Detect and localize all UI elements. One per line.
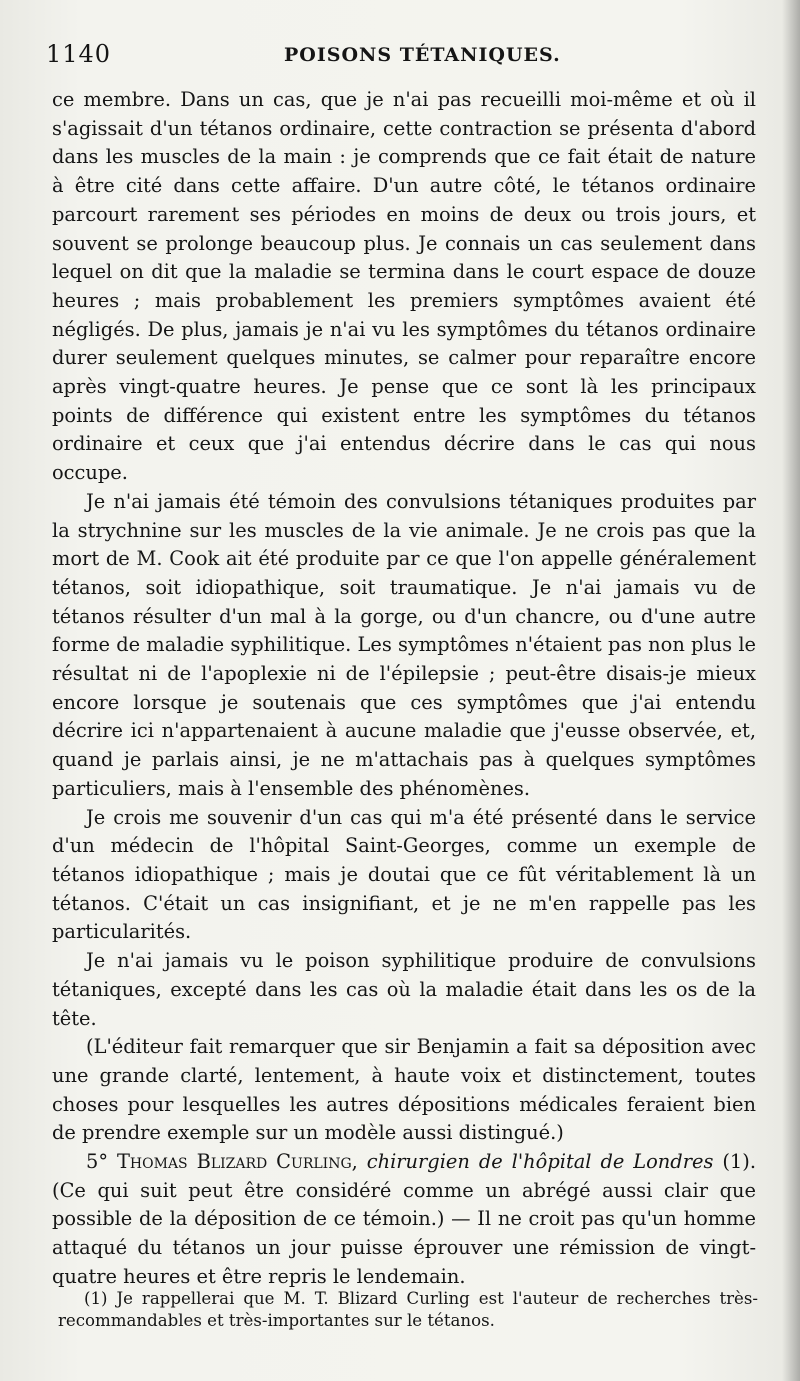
witness-number: 5° (86, 1150, 109, 1174)
page-header (46, 40, 756, 74)
paragraph-2: Je n'ai jamais été témoin des convulsions tétaniques produites par la strychnine sur les muscles de la vie animale. Je ne crois pas que la mort de M. Cook ait été produite par ce que l'on appelle généralement tétanos, soit idiopathique, soit traumatique. Je n'ai jamais vu de tétanos résulter d'un mal à la gorge, ou d'un chancre, ou d'une autre forme de maladie syphilitique. Les symptômes n'étaient pas non plus le résultat ni de l'apoplexie ni de l'épilepsie ; peut-être disais-je mieux encore lorsque je soutenais que ces symptômes que j'ai entendu décrire ici n'appartenaient à aucune maladie que j'eusse observée, et, quand je parlais ainsi, je ne m'attachais pas à quelques symptômes particuliers, mais à l'ensemble des phénomènes. (52, 489, 756, 800)
page-number: 1140 (46, 40, 112, 68)
body-text (52, 86, 756, 1292)
footnote-text: (1) Je rappellerai que M. T. Blizard Curling est l'auteur de recherches très-recommandables et très-importantes sur le tétanos. (58, 1289, 758, 1330)
witness-text: (Ce qui suit peut être considéré comme un abrégé aussi clair que possible de la déposition de ce témoin.) — Il ne croit pas qu'un homme attaqué du tétanos un jour puisse éprouver une rémission de vingt-quatre heures et être repris le lendemain. (52, 1178, 756, 1288)
paragraph-4: Je n'ai jamais vu le poison syphilitique produire de convulsions tétaniques, excepté dans les cas où la maladie était dans les os de la tête. (52, 949, 756, 1030)
footnote-reference: (1). (722, 1150, 756, 1174)
paragraph-3: Je crois me souvenir d'un cas qui m'a été présenté dans le service d'un médecin de l'hôpital Saint-Georges, comme un exemple de tétanos idiopathique ; mais je doutai que ce fût véritablement là un tétanos. C'était un cas insignifiant, et je ne m'en rappelle pas les particularités. (52, 805, 756, 944)
running-head: POISONS TÉTANIQUES. (284, 44, 561, 66)
page-edge-shadow (782, 0, 800, 1381)
footnote (58, 1288, 758, 1332)
witness-title: chirurgien de l'hôpital de Londres (366, 1150, 714, 1174)
paragraph-1: ce membre. Dans un cas, que je n'ai pas recueilli moi-même et où il s'agissait d'un tétanos ordinaire, cette contraction se présenta d'abord dans les muscles de la main : je comprends que ce fait était de nature à être cité dans cette affaire. D'un autre côté, le tétanos ordinaire parcourt rarement ses périodes en moins de deux ou trois jours, et souvent se prolonge beaucoup plus. Je connais un cas seulement dans lequel on dit que la maladie se termina dans le court espace de douze heures ; mais probablement les premiers symptômes avaient été négligés. De plus, jamais je n'ai vu les symptômes du tétanos ordinaire durer seulement quelques minutes, se calmer pour reparaître encore après vingt-quatre heures. Je pense que ce sont là les principaux points de différence qui existent entre les symptômes du tétanos ordinaire et ceux que j'ai entendus décrire dans le cas qui nous occupe. (52, 88, 756, 485)
paragraph-5: (L'éditeur fait remarquer que sir Benjamin a fait sa déposition avec une grande clarté, lentement, à haute voix et distinctement, toutes choses pour lesquelles les autres dépositions médicales feraient bien de prendre exemple sur un modèle aussi distingué.) (52, 1035, 756, 1145)
witness-paragraph (52, 1148, 756, 1292)
witness-name: Thomas Blizard Curling, (116, 1150, 358, 1174)
